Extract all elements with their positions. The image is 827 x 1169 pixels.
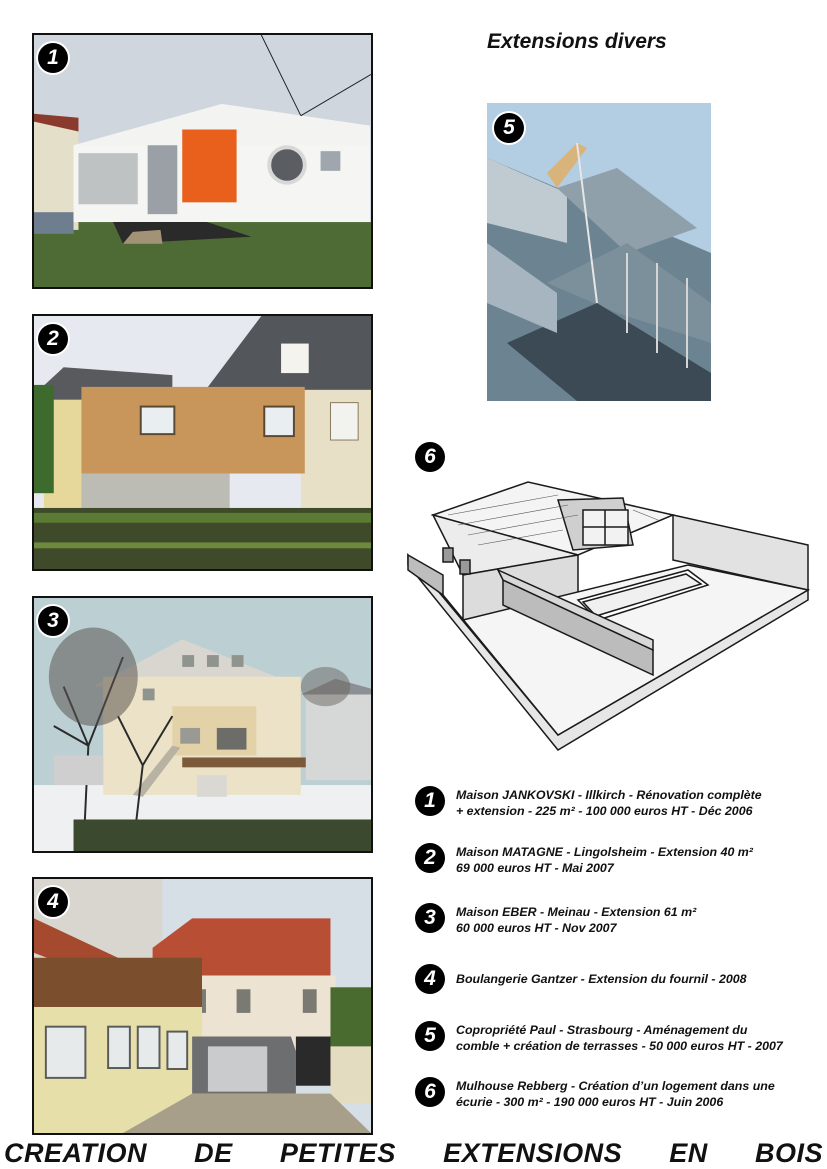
photo-2 <box>32 314 373 571</box>
legend-line: écurie - 300 m² - 190 000 euros HT - Juin 2006 <box>456 1095 724 1109</box>
legend-line: 69 000 euros HT - Mai 2007 <box>456 861 614 875</box>
page-heading: Extensions divers <box>487 30 667 53</box>
legend-badge: 5 <box>415 1021 445 1051</box>
legend-badge: 4 <box>415 964 445 994</box>
drawing-6 <box>388 470 810 760</box>
drawing-6-number-badge: 6 <box>415 442 445 472</box>
photo-4 <box>32 877 373 1135</box>
photo-1-number-badge: 1 <box>38 43 68 73</box>
photo-3 <box>32 596 373 853</box>
photo-4-number-badge: 4 <box>38 887 68 917</box>
legend-line: comble + création de terrasses - 50 000 euros HT - 2007 <box>456 1039 783 1053</box>
legend-text <box>456 1078 775 1110</box>
legend-line: Boulangerie Gantzer - Extension du fournil - 2008 <box>456 972 747 986</box>
photo-5 <box>487 103 711 401</box>
legend-line: Maison JANKOVSKI - Illkirch - Rénovation complète <box>456 788 762 802</box>
legend-text <box>456 971 747 987</box>
footer-word: BOIS <box>754 1138 823 1168</box>
legend-line: + extension - 225 m² - 100 000 euros HT - Déc 2006 <box>456 804 753 818</box>
footer-word: EXTENSIONS <box>443 1138 623 1168</box>
legend-line: Mulhouse Rebberg - Création d’un logement dans une <box>456 1079 775 1093</box>
footer-word: CREATION <box>4 1138 147 1168</box>
legend-badge: 6 <box>415 1077 445 1107</box>
legend-badge: 2 <box>415 843 445 873</box>
legend-line: Maison EBER - Meinau - Extension 61 m² <box>456 905 697 919</box>
legend-line: Copropriété Paul - Strasbourg - Aménagement du <box>456 1023 748 1037</box>
legend-badge: 3 <box>415 903 445 933</box>
footer-title <box>0 1138 827 1169</box>
legend-badge: 1 <box>415 786 445 816</box>
footer-word: EN <box>669 1138 708 1168</box>
photo-2-number-badge: 2 <box>38 324 68 354</box>
legend-text <box>456 904 696 936</box>
legend-line: Maison MATAGNE - Lingolsheim - Extension 40 m² <box>456 845 753 859</box>
footer-word: PETITES <box>279 1138 396 1168</box>
photo-1 <box>32 33 373 289</box>
legend-text <box>456 844 753 876</box>
photo-3-number-badge: 3 <box>38 606 68 636</box>
photo-5-number-badge: 5 <box>494 113 524 143</box>
legend-text <box>456 787 762 819</box>
legend-line: 60 000 euros HT - Nov 2007 <box>456 921 617 935</box>
legend-text <box>456 1022 783 1054</box>
footer-word: DE <box>194 1138 233 1168</box>
